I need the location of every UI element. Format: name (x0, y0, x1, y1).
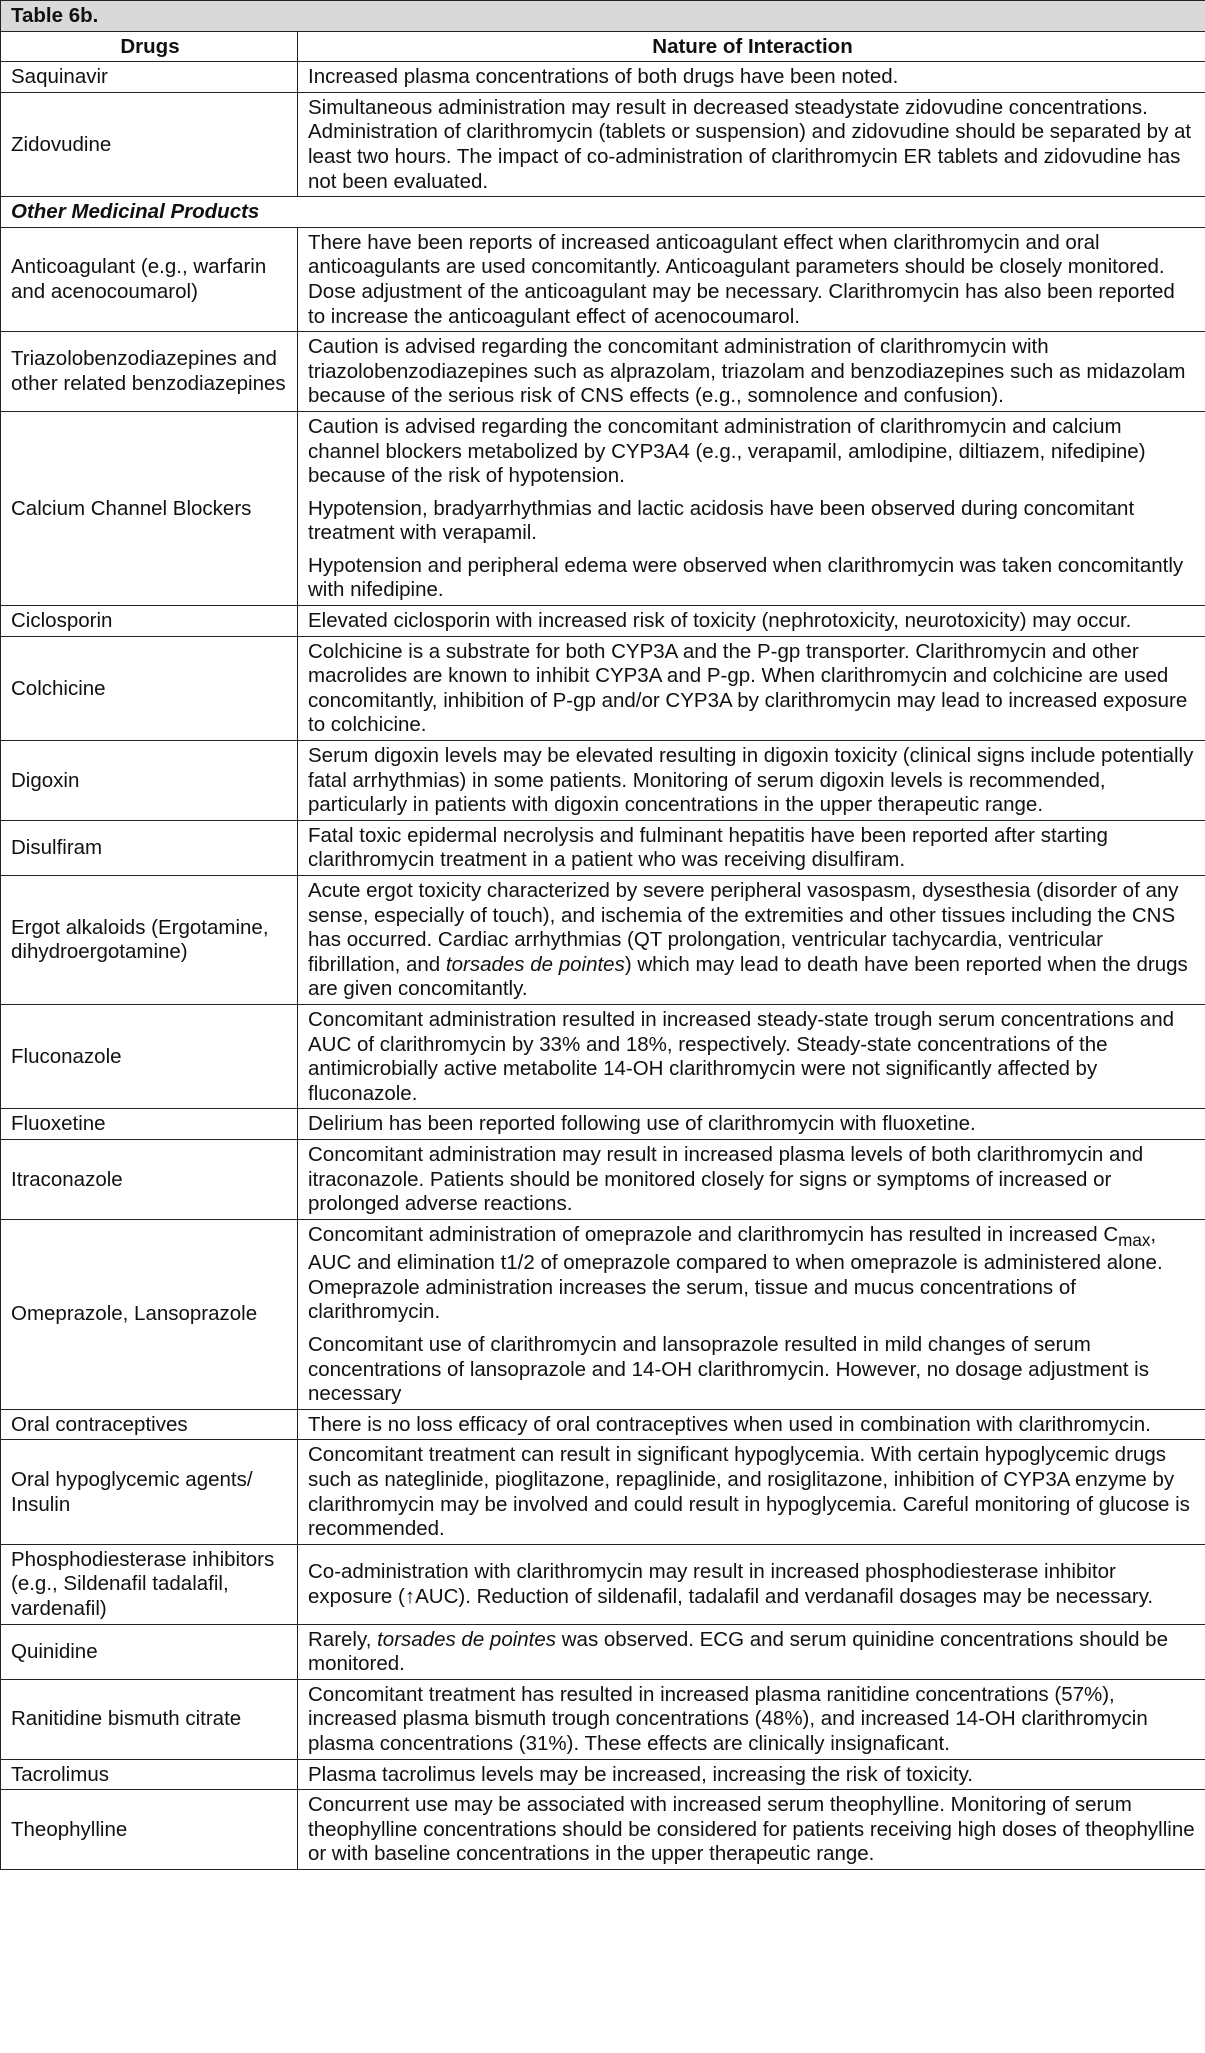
text-run: Serum digoxin levels may be elevated resulting in digoxin toxicity (clinical signs include potentially fatal arrhythmias) in some patients. Monitoring of serum digoxin levels is recommended, particularly in patients with digoxin concentrations in the upper therapeutic range. (308, 744, 1194, 817)
text-run: Caution is advised regarding the concomitant administration of clarithromycin with triazolobenzodiazepines such as alprazolam, triazolam and benzodiazepines such as midazolam because of the serious risk of CNS effects (e.g., somnolence and confusion). (308, 335, 1186, 408)
interaction-paragraph (308, 335, 1197, 409)
interaction-paragraph (308, 1628, 1197, 1677)
drug-name: Triazolobenzodiazepines and other related benzodiazepines (1, 332, 298, 412)
interaction-paragraph (308, 1793, 1197, 1867)
interaction-description (298, 1679, 1205, 1759)
section-title: Other Medicinal Products (1, 197, 1205, 228)
table-row (1, 636, 1205, 740)
table-row (1, 741, 1205, 821)
interaction-paragraph (308, 879, 1197, 1002)
interaction-description (298, 1624, 1205, 1679)
text-run: Co-administration with clarithromycin may result in increased phosphodiesterase inhibitor exposure (↑AUC). Reduction of sildenafil, tadalafil and verdanafil dosages may be necessary. (308, 1560, 1154, 1608)
interaction-description (298, 332, 1205, 412)
interaction-paragraph (308, 554, 1197, 603)
table-row (1, 1544, 1205, 1624)
drug-name: Saquinavir (1, 62, 298, 93)
interaction-description (298, 1440, 1205, 1544)
text-run: There is no loss efficacy of oral contraceptives when used in combination with clarithromycin. (308, 1412, 1151, 1436)
table-row (1, 820, 1205, 875)
text-run: , AUC and elimination t1/2 of omeprazole compared to when omeprazole is administered alone. Omeprazole administration increases the serum, tissue and mucus concentrations of clarithromycin. (308, 1222, 1163, 1324)
text-run: Acute ergot toxicity characterized by severe peripheral vasospasm, dysesthesia (disorder of any sense, especially of touch), and ischemia of the extremities and other tissues including the CNS has occurred. Cardiac arrhythmias (QT prolongation, ventricular tachycardia, ventricular fibrillation, and (308, 879, 1179, 976)
table-row (1, 411, 1205, 605)
table-header-row (1, 31, 1205, 62)
interaction-description (298, 1139, 1205, 1219)
text-run: Simultaneous administration may result in decreased steadystate zidovudine concentrations. Administration of clarithromycin (tablets or suspension) and zidovudine should be separated by at least two hours. The impact of co-administration of clarithromycin ER tablets and zidovudine has not been evaluated. (308, 95, 1192, 193)
text-run: Concomitant administration resulted in increased steady-state trough serum concentrations and AUC of clarithromycin by 33% and 18%, respectively. Steady-state concentrations of the antimicrobially active metabolite 14-OH clarithromycin were not significantly affected by fluconazole. (308, 1007, 1175, 1105)
interaction-description (298, 1544, 1205, 1624)
interaction-paragraph (308, 415, 1197, 489)
text-run: Colchicine is a substrate for both CYP3A and the P-gp transporter. Clarithromycin and other macrolides are known to inhibit CYP3A and P-gp. When clarithromycin and colchicine are used concomitantly, inhibition of P-gp and/or CYP3A by clarithromycin may lead to increased exposure to colchicine. (308, 639, 1188, 737)
section-row (1, 197, 1205, 228)
drug-name: Tacrolimus (1, 1759, 298, 1790)
text-run: Concomitant administration of omeprazole and clarithromycin has resulted in increased C (308, 1222, 1119, 1246)
table-row (1, 1109, 1205, 1140)
interaction-paragraph (308, 744, 1197, 818)
italic-term: torsades de pointes (377, 1627, 557, 1651)
interaction-paragraph (308, 65, 1197, 90)
text-run: Hypotension and peripheral edema were observed when clarithromycin was taken concomitantly with nifedipine. (308, 553, 1184, 602)
table-caption: Table 6b. (1, 1, 1205, 32)
drug-name: Oral contraceptives (1, 1409, 298, 1440)
text-run: Fatal toxic epidermal necrolysis and fulminant hepatitis have been reported after starting clarithromycin treatment in a patient who was receiving disulfiram. (308, 823, 1108, 872)
interaction-paragraph (308, 1413, 1197, 1438)
interaction-paragraph (308, 1443, 1197, 1541)
interaction-paragraph (308, 1112, 1197, 1137)
text-run: Increased plasma concentrations of both drugs have been noted. (308, 65, 899, 89)
interaction-paragraph (308, 1683, 1197, 1757)
text-run: Concomitant treatment can result in significant hypoglycemia. With certain hypoglycemic drugs such as nateglinide, pioglitazone, repaglinide, and rosiglitazone, inhibition of CYP3A enzyme by clarithromycin may be involved and could result in hypoglycemia. Careful monitoring of glucose is recommended. (308, 1443, 1190, 1541)
table-row (1, 876, 1205, 1005)
interaction-description (298, 1759, 1205, 1790)
interaction-paragraph (308, 640, 1197, 738)
text-run: was observed. ECG and serum quinidine concentrations should be monitored. (308, 1627, 1168, 1676)
drug-name: Ranitidine bismuth citrate (1, 1679, 298, 1759)
text-run: Caution is advised regarding the concomitant administration of clarithromycin and calcium channel blockers metabolized by CYP3A4 (e.g., verapamil, amlodipine, diltiazem, nifedipine) because of the risk of hypotension. (308, 414, 1146, 488)
text-run: Delirium has been reported following use of clarithromycin with fluoxetine. (308, 1112, 976, 1136)
table-row (1, 332, 1205, 412)
drug-name: Fluconazole (1, 1004, 298, 1108)
interaction-paragraph (308, 497, 1197, 546)
interaction-paragraph (308, 1333, 1197, 1407)
table-row (1, 1219, 1205, 1409)
table-row (1, 227, 1205, 331)
text-run: Elevated ciclosporin with increased risk of toxicity (nephrotoxicity, neurotoxicity) may occur. (308, 609, 1132, 633)
text-run: Concomitant treatment has resulted in increased plasma ranitidine concentrations (57%), increased plasma bismuth trough concentrations (48%), and increased 14-OH clarithromycin plasma concentrations (31%). These effects are clinically insignaficant. (308, 1682, 1148, 1755)
text-run: Hypotension, bradyarrhythmias and lactic acidosis have been observed during concomitant treatment with verapamil. (308, 496, 1135, 545)
interaction-description (298, 1790, 1205, 1870)
column-header-interaction: Nature of Interaction (298, 31, 1205, 62)
interaction-description (298, 411, 1205, 605)
drug-name: Colchicine (1, 636, 298, 740)
interaction-paragraph (308, 1560, 1197, 1609)
interaction-description (298, 1409, 1205, 1440)
table-row (1, 62, 1205, 93)
drug-name: Quinidine (1, 1624, 298, 1679)
interaction-description (298, 741, 1205, 821)
table-row (1, 1759, 1205, 1790)
interaction-paragraph (308, 609, 1197, 634)
drug-name: Digoxin (1, 741, 298, 821)
drug-name: Omeprazole, Lansoprazole (1, 1219, 298, 1409)
interaction-description (298, 820, 1205, 875)
interaction-description (298, 1219, 1205, 1409)
table-row (1, 1624, 1205, 1679)
drug-name: Phosphodiesterase inhibitors (e.g., Sildenafil tadalafil, vardenafil) (1, 1544, 298, 1624)
drug-name: Zidovudine (1, 92, 298, 196)
interaction-description (298, 92, 1205, 196)
table-row (1, 92, 1205, 196)
interaction-paragraph (308, 824, 1197, 873)
drug-name: Anticoagulant (e.g., warfarin and acenocoumarol) (1, 227, 298, 331)
table-row (1, 1440, 1205, 1544)
table-row (1, 1679, 1205, 1759)
text-run: Concomitant administration may result in increased plasma levels of both clarithromycin and itraconazole. Patients should be monitored closely for signs or symptoms of increased or prolonged adverse reactions. (308, 1142, 1144, 1216)
drug-name: Theophylline (1, 1790, 298, 1870)
table-body (1, 62, 1205, 1870)
interaction-paragraph (308, 231, 1197, 329)
table-caption-row (1, 1, 1205, 32)
table-row (1, 1790, 1205, 1870)
interaction-description (298, 1109, 1205, 1140)
text-run: Concurrent use may be associated with increased serum theophylline. Monitoring of serum theophylline concentrations should be considered for patients receiving high doses of theophylline or with baseline concentrations in the upper therapeutic range. (308, 1793, 1195, 1866)
interaction-paragraph (308, 1763, 1197, 1788)
column-header-drugs: Drugs (1, 31, 298, 62)
interaction-paragraph (308, 96, 1197, 194)
interaction-description (298, 876, 1205, 1005)
interaction-description (298, 227, 1205, 331)
drug-name: Calcium Channel Blockers (1, 411, 298, 605)
drug-name: Oral hypoglycemic agents/ Insulin (1, 1440, 298, 1544)
drug-name: Itraconazole (1, 1139, 298, 1219)
interaction-description (298, 606, 1205, 637)
table-row (1, 606, 1205, 637)
text-run: Plasma tacrolimus levels may be increased, increasing the risk of toxicity. (308, 1762, 973, 1786)
interaction-description (298, 62, 1205, 93)
table-row (1, 1004, 1205, 1108)
drug-name: Ciclosporin (1, 606, 298, 637)
italic-term: torsades de pointes (445, 952, 625, 976)
text-run: ) which may lead to death have been reported when the drugs are given concomitantly. (308, 952, 1188, 1001)
drug-name: Ergot alkaloids (Ergotamine, dihydroergotamine) (1, 876, 298, 1005)
interaction-description (298, 636, 1205, 740)
drug-name: Fluoxetine (1, 1109, 298, 1140)
drug-name: Disulfiram (1, 820, 298, 875)
table-row (1, 1139, 1205, 1219)
subscript-text: max (1118, 1230, 1151, 1250)
interaction-paragraph (308, 1143, 1197, 1217)
interaction-description (298, 1004, 1205, 1108)
text-run: Rarely, (308, 1627, 378, 1651)
text-run: There have been reports of increased anticoagulant effect when clarithromycin and oral anticoagulants are used concomitantly. Anticoagulant parameters should be closely monitored. Dose adjustment of the anticoagulant may be necessary. Clarithromycin has also been reported to increase the anticoagulant effect of acenocoumarol. (308, 230, 1175, 328)
table-row (1, 1409, 1205, 1440)
text-run: Concomitant use of clarithromycin and lansoprazole resulted in mild changes of serum concentrations of lansoprazole and 14-OH clarithromycin. However, no dosage adjustment is necessary (308, 1333, 1149, 1406)
interaction-paragraph (308, 1223, 1197, 1325)
interaction-paragraph (308, 1008, 1197, 1106)
